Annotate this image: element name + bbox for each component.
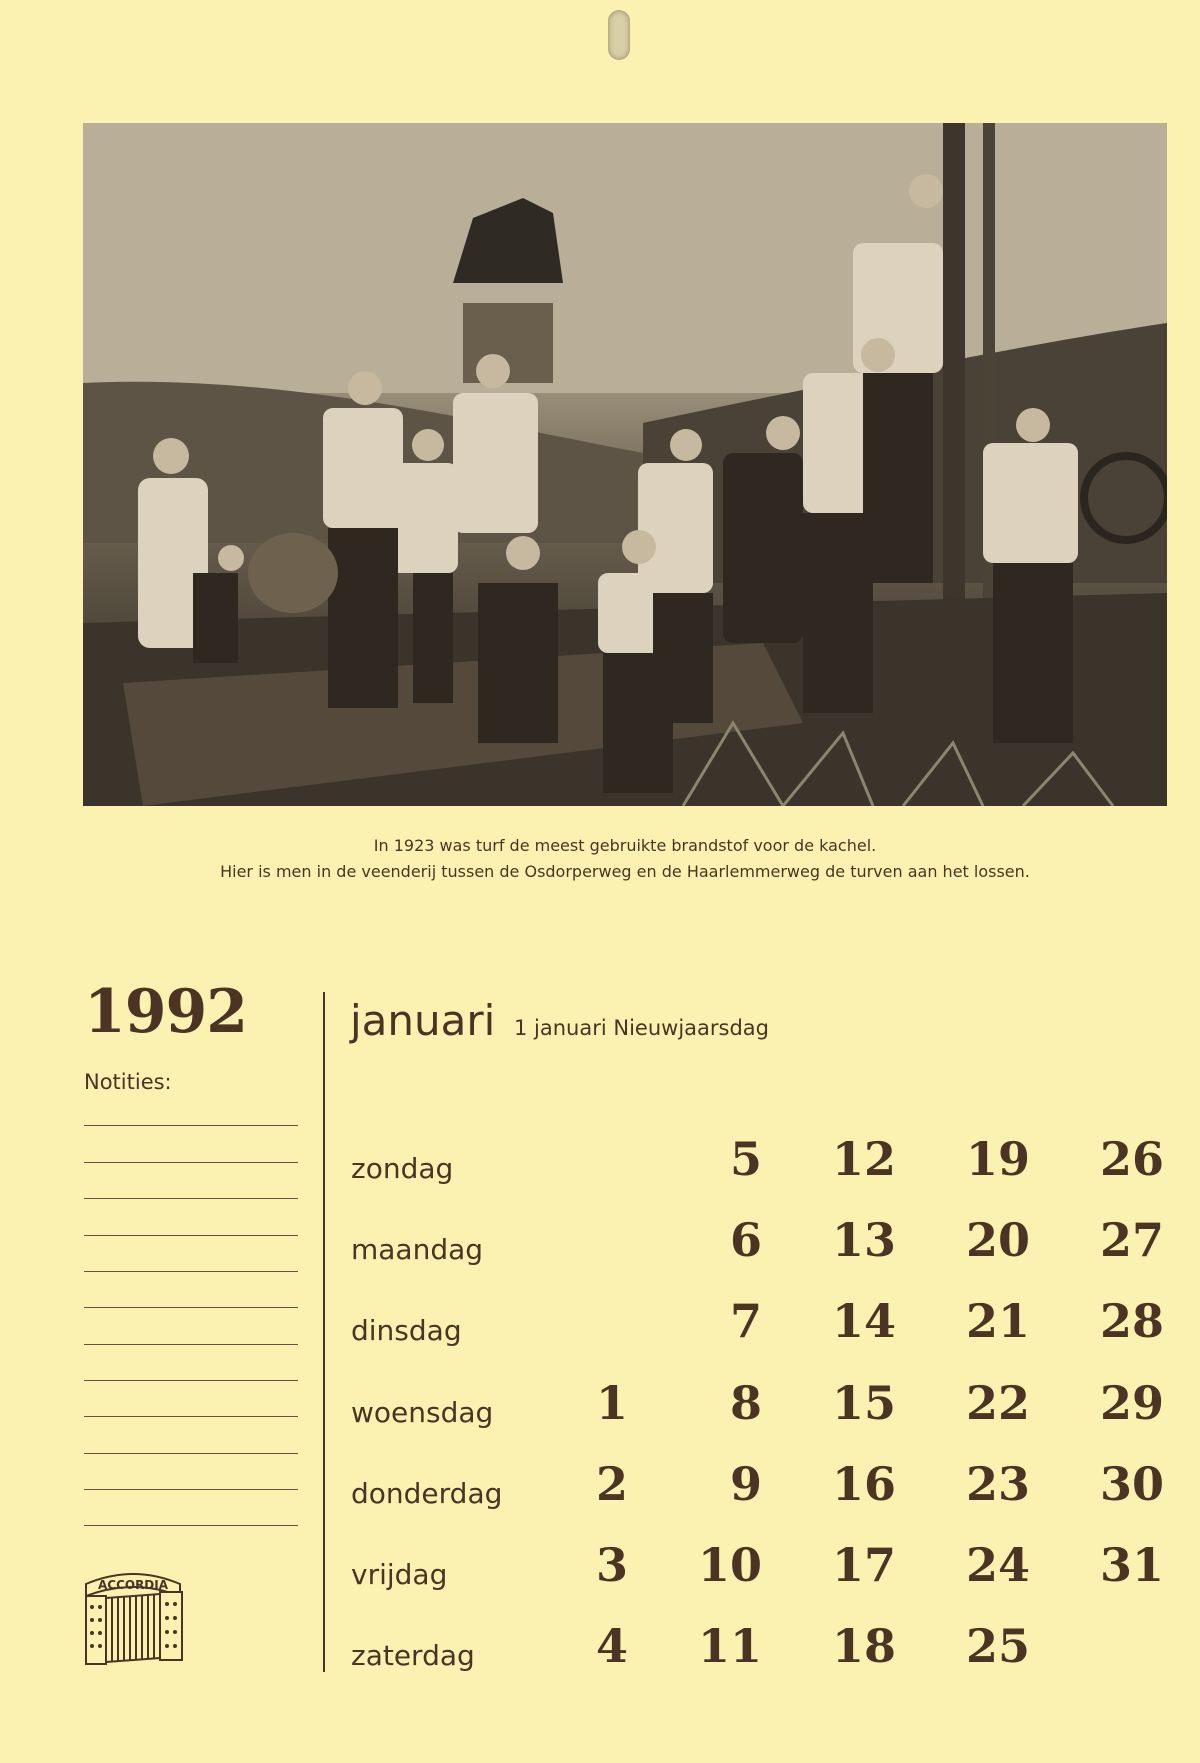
date-cell[interactable]: 26	[1099, 1132, 1164, 1186]
date-cell[interactable]: 5	[729, 1132, 762, 1186]
notes-line[interactable]	[84, 1307, 298, 1308]
notes-line[interactable]	[84, 1344, 298, 1345]
date-cell[interactable]: 24	[965, 1538, 1030, 1592]
date-cell[interactable]: 1	[595, 1376, 628, 1430]
date-cell[interactable]: 3	[595, 1538, 628, 1592]
notes-line[interactable]	[84, 1416, 298, 1417]
hanging-hole	[608, 10, 630, 60]
date-cell[interactable]: 22	[965, 1376, 1030, 1430]
logo-text: ACCORDIA	[97, 1578, 169, 1592]
notes-line[interactable]	[84, 1525, 298, 1526]
date-cell[interactable]: 20	[965, 1213, 1030, 1267]
date-cell[interactable]: 29	[1099, 1376, 1164, 1430]
notes-line[interactable]	[84, 1380, 298, 1381]
accordion-logo	[78, 1562, 188, 1672]
weekday-label: vrijdag	[351, 1558, 448, 1591]
date-cell[interactable]: 4	[595, 1619, 628, 1673]
month-name: januari	[350, 996, 496, 1045]
holiday-note: 1 januari Nieuwjaarsdag	[514, 1016, 769, 1040]
date-cell[interactable]: 25	[965, 1619, 1030, 1673]
date-cell[interactable]: 2	[595, 1457, 628, 1511]
date-cell[interactable]: 14	[831, 1294, 896, 1348]
date-cell[interactable]: 19	[965, 1132, 1030, 1186]
date-cell[interactable]: 15	[831, 1376, 896, 1430]
notes-line[interactable]	[84, 1489, 298, 1490]
date-cell[interactable]: 9	[729, 1457, 762, 1511]
date-cell[interactable]: 12	[831, 1132, 896, 1186]
notes-line[interactable]	[84, 1271, 298, 1272]
calendar-year: 1992	[84, 977, 247, 1047]
notes-label: Notities:	[84, 1070, 172, 1094]
weekday-label: donderdag	[351, 1477, 503, 1510]
date-cell[interactable]: 13	[831, 1213, 896, 1267]
date-cell[interactable]: 6	[729, 1213, 762, 1267]
historic-photo	[83, 123, 1167, 806]
photo-illustration	[83, 123, 1167, 806]
notes-line[interactable]	[84, 1453, 298, 1454]
weekday-label: woensdag	[351, 1396, 494, 1429]
date-cell[interactable]: 8	[729, 1376, 762, 1430]
date-cell[interactable]: 7	[729, 1294, 762, 1348]
notes-line[interactable]	[84, 1162, 298, 1163]
date-cell[interactable]: 21	[965, 1294, 1030, 1348]
weekday-label: zondag	[351, 1152, 454, 1185]
column-divider	[323, 992, 325, 1672]
date-cell[interactable]: 30	[1099, 1457, 1164, 1511]
date-cell[interactable]: 28	[1099, 1294, 1164, 1348]
date-cell[interactable]: 27	[1099, 1213, 1164, 1267]
notes-line[interactable]	[84, 1198, 298, 1199]
date-cell[interactable]: 16	[831, 1457, 896, 1511]
notes-line[interactable]	[84, 1125, 298, 1126]
weekday-label: maandag	[351, 1233, 484, 1266]
date-cell[interactable]: 23	[965, 1457, 1030, 1511]
date-cell[interactable]: 31	[1099, 1538, 1164, 1592]
photo-caption-line-1: In 1923 was turf de meest gebruikte brandstof voor de kachel.	[373, 836, 877, 855]
notes-line[interactable]	[84, 1235, 298, 1236]
weekday-label: zaterdag	[351, 1639, 475, 1672]
date-cell[interactable]: 17	[831, 1538, 896, 1592]
weekday-label: dinsdag	[351, 1314, 462, 1347]
date-cell[interactable]: 18	[831, 1619, 896, 1673]
date-cell[interactable]: 10	[697, 1538, 762, 1592]
photo-caption-line-2: Hier is men in de veenderij tussen de Osdorperweg en de Haarlemmerweg de turven aan het lossen.	[220, 862, 1030, 881]
date-cell[interactable]: 11	[697, 1619, 762, 1673]
